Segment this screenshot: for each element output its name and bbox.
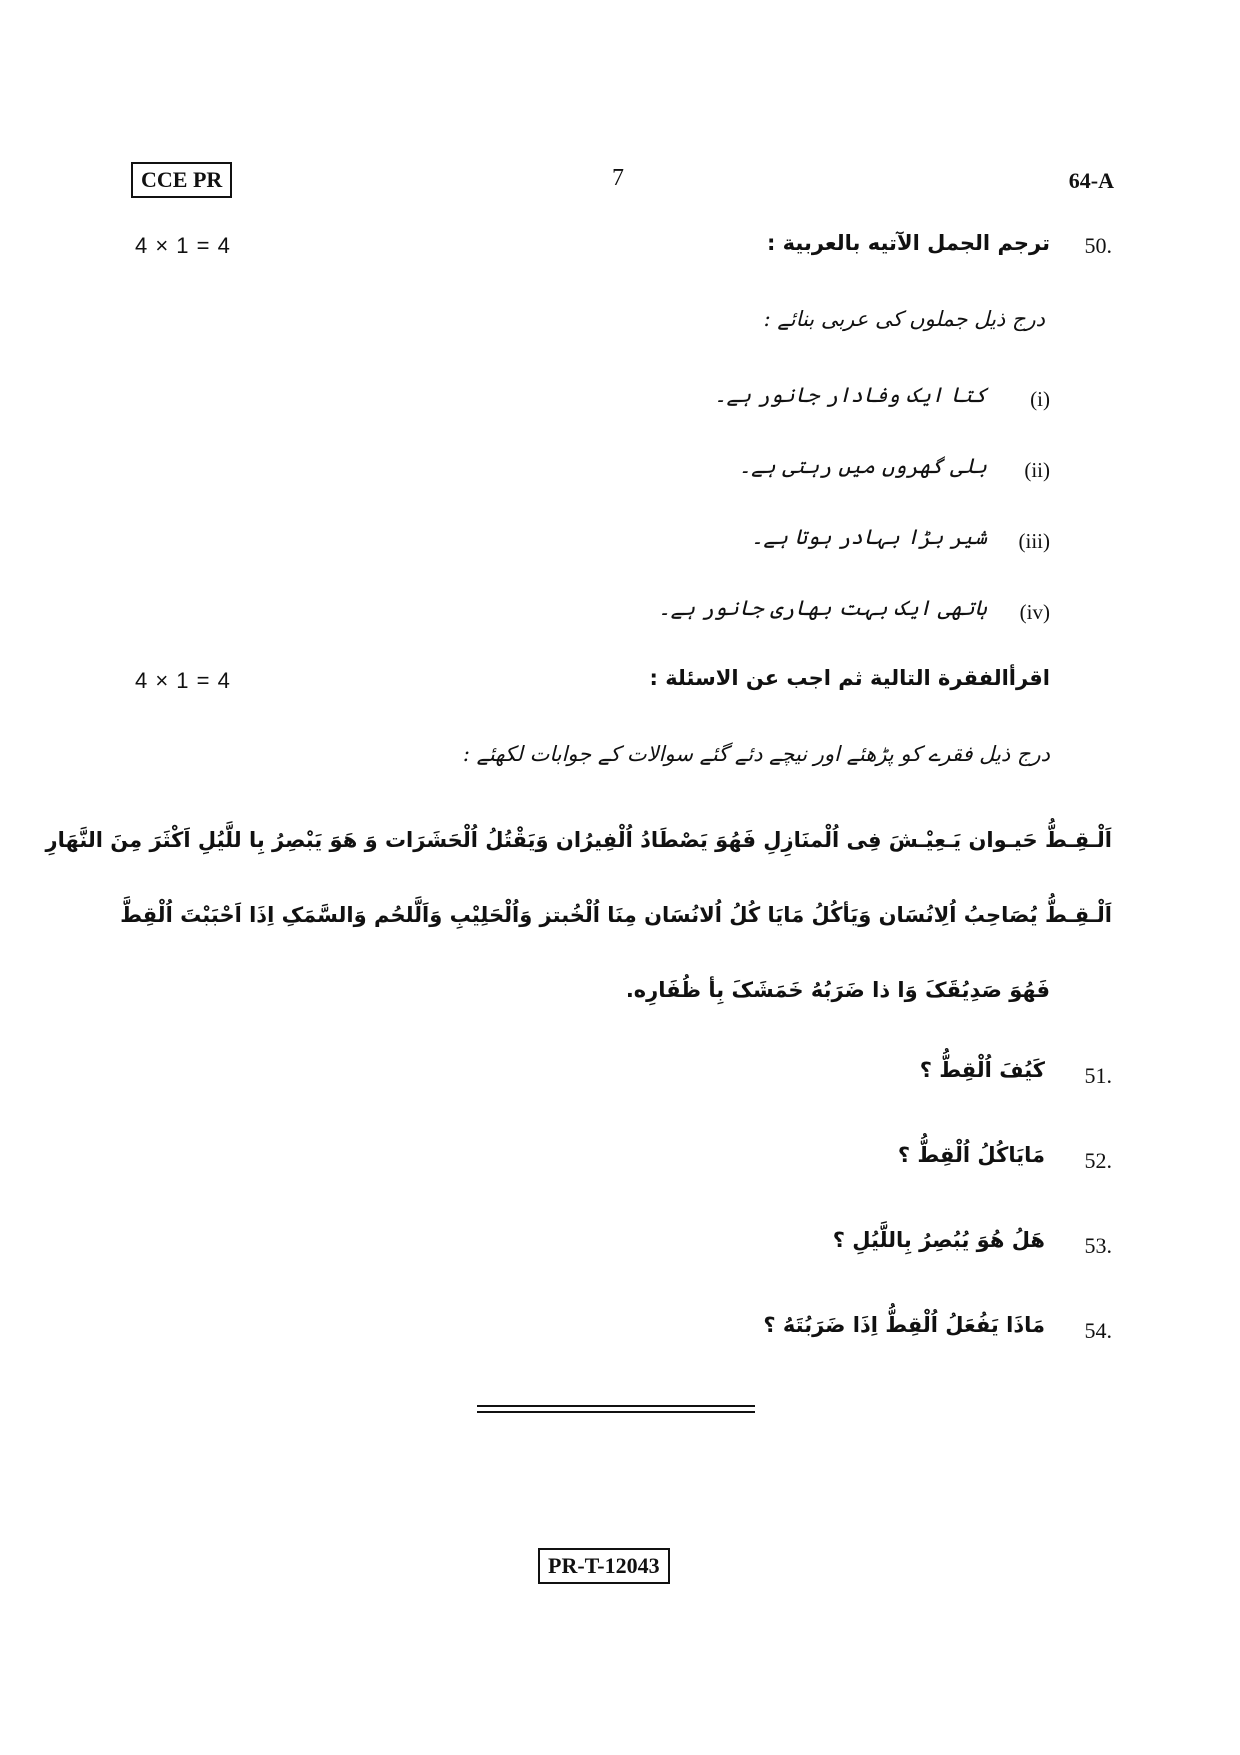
question-51-number: 51. (1084, 1063, 1112, 1088)
question-52-number: 52. (1084, 1148, 1112, 1173)
end-rule-bottom (477, 1411, 755, 1413)
question-50-number: 50. (1084, 233, 1112, 258)
question-54-number: 54. (1084, 1318, 1112, 1343)
item-text-i: کتا ایک وفادار جانور ہے۔ (714, 383, 987, 407)
passage-line-2: اَلْـقِـطُّ یُصَاحِبُ اُلِانُسَان وَیَأکُلُ مَایَا کُلُ اُلانُسَان مِنَا اُلْخُبتز وَاُلْحَلِیْبِ وَاَلَّلحُم وَالسَّمَکِ اِذَا اَحْبَبْتَ اُلْقِطَّ (120, 903, 1112, 927)
page-number: 7 (612, 165, 624, 191)
item-text-iii: شیر بڑا بہادر ہوتا ہے۔ (751, 525, 987, 549)
section2-marks: 4 × 1 = 4 (135, 668, 231, 693)
passage-line-3: فَهُوَ صَدِیُقَکَ وَا ذا ضَرَبُهُ خَمَشَکَ بِأ ظُفَارِه. (625, 978, 1050, 1002)
question-53-number: 53. (1084, 1233, 1112, 1258)
item-label-i: (i) (1030, 387, 1050, 411)
item-text-iv: ہاتھی ایک بہت بھاری جانور ہے۔ (658, 596, 987, 620)
item-label-iii: (iii) (1018, 529, 1050, 553)
section2-instruction: درج ذیل فقرے کو پڑھئے اور نیچے دئے گئے سوالات کے جوابات لکھئے : (462, 742, 1050, 766)
section1-marks: 4 × 1 = 4 (135, 233, 231, 258)
end-rule-top (477, 1405, 755, 1407)
question-54-text: مَاذَا یَفُعَلُ اُلْقِطُّ اِذَا ضَرَبُتَهُ ؟ (763, 1313, 1045, 1337)
section2-title: اقرأالفقرة التالية ثم اجب عن الاسئلة : (649, 666, 1050, 690)
item-label-ii: (ii) (1024, 458, 1050, 482)
passage-line-1: اَلْـقِـطُّ حَیـوان یَـعِیْـشَ فِی اُلْمنَازِلِ فَهُوَ یَصْطَادُ اُلْفِیرُان وَیَقْتُلُ اُلْحَشَرَات وَ هَوَ یَبْصِرُ بِا للَّیُلِ اَکْثَرَ مِنَ النَّهَارِ (45, 828, 1112, 852)
section1-instruction: درج ذیل جملوں کی عربی بنائے : (763, 307, 1045, 331)
header-left-code: CCE PR (131, 162, 232, 198)
item-text-ii: بلی گھروں میں رہتی ہے۔ (738, 454, 987, 478)
question-53-text: هَلُ هُوَ یُبُصِرُ بِاللَّیُلِ ؟ (832, 1228, 1045, 1252)
header-right-code: 64-A (1068, 168, 1114, 193)
question-51-text: کَیُفَ اُلْقِطُّ ؟ (919, 1058, 1045, 1082)
section1-title: ترجم الجمل الآتيه بالعربية : (766, 231, 1050, 255)
question-52-text: مَایَاکُلُ اُلْقِطُّ ؟ (897, 1143, 1045, 1167)
footer-code: PR-T-12043 (538, 1548, 670, 1584)
item-label-iv: (iv) (1019, 600, 1050, 624)
